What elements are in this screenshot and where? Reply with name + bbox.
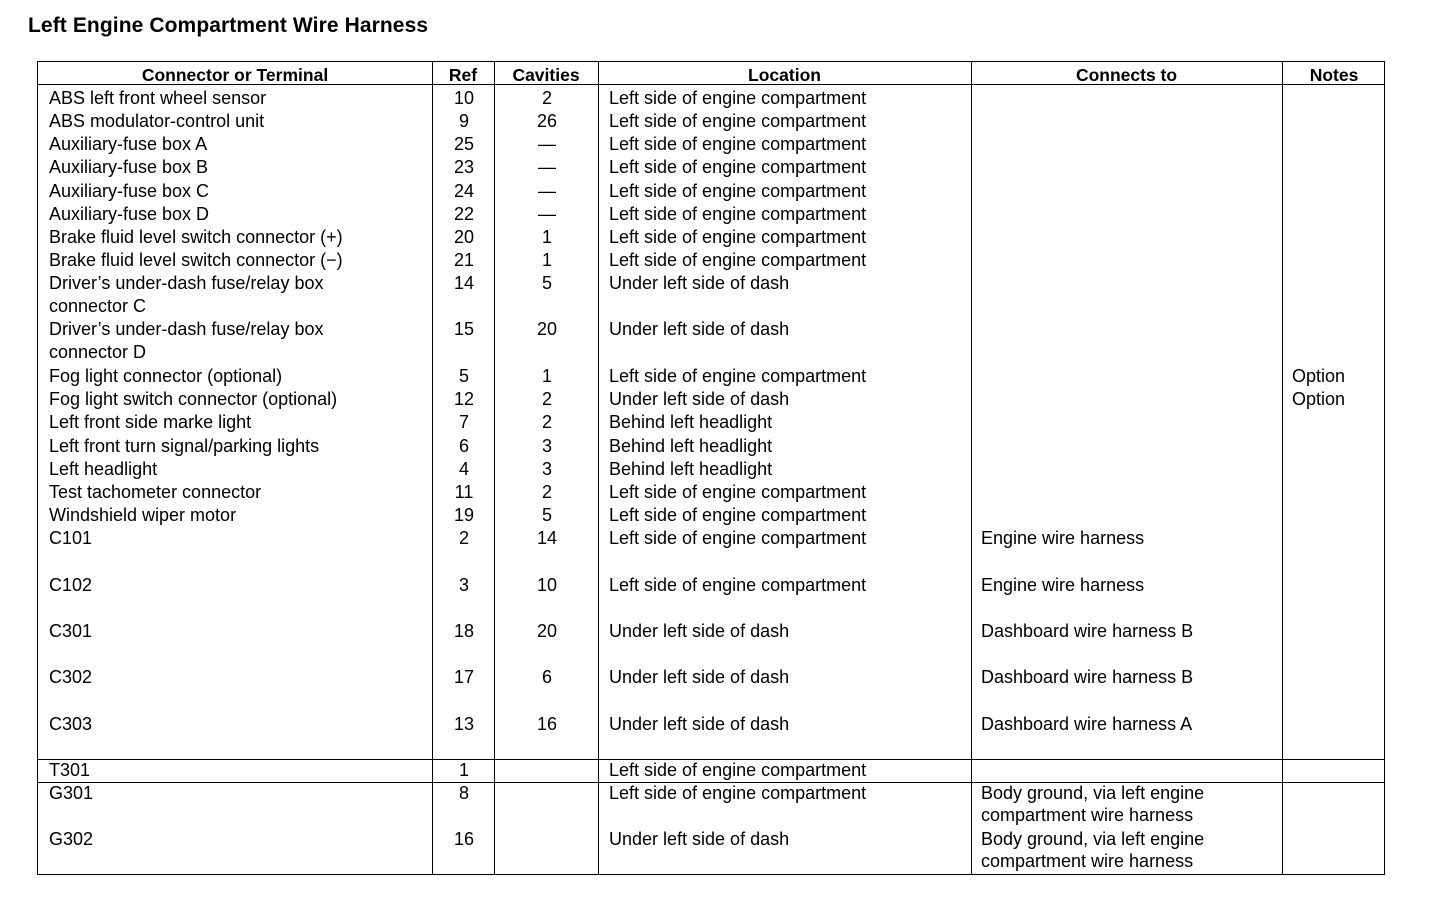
cell-cavities: 1 [541, 227, 552, 247]
col-divider [432, 62, 433, 874]
header-notes: Notes [1309, 65, 1359, 85]
cell-location: Under left side of dash [609, 714, 790, 734]
cell-ref: 19 [453, 505, 475, 525]
cell-connector: Test tachometer connector [49, 482, 262, 502]
cell-connector: Fog light switch connector (optional) [49, 389, 338, 409]
cell-ref: 12 [453, 389, 475, 409]
cell-location: Left side of engine compartment [609, 111, 867, 131]
cell-location: Left side of engine compartment [609, 204, 867, 224]
header-connector: Connector or Terminal [141, 65, 329, 85]
cell-ref: 16 [453, 829, 475, 849]
cell-connector: Fog light connector (optional) [49, 366, 283, 386]
cell-ref: 14 [453, 273, 475, 293]
cell-cavities: 1 [541, 250, 552, 270]
cell-location: Under left side of dash [609, 829, 790, 849]
cell-connector: Auxiliary-fuse box C [49, 181, 210, 201]
cell-connector: C301 [49, 621, 93, 641]
cell-connector: G301 [49, 783, 94, 803]
cell-connector: Brake fluid level switch connector (−) [49, 250, 343, 270]
cell-cavities: 3 [541, 436, 552, 456]
cell-cavities: 26 [536, 111, 558, 131]
cell-location: Left side of engine compartment [609, 181, 867, 201]
cell-ref: 10 [453, 88, 475, 108]
cell-cavities: 20 [536, 621, 558, 641]
cell-ref: 25 [453, 134, 475, 154]
cell-cavities: 2 [541, 482, 552, 502]
cell-cavities: 2 [541, 88, 552, 108]
cell-connects-to: Body ground, via left engine [981, 783, 1205, 803]
cell-connector: Driver’s under-dash fuse/relay box [49, 319, 324, 339]
cell-location: Under left side of dash [609, 389, 790, 409]
cell-connects-to: compartment wire harness [981, 851, 1194, 871]
cell-ref: 3 [458, 575, 469, 595]
cell-location: Left side of engine compartment [609, 88, 867, 108]
cell-connector: ABS modulator-control unit [49, 111, 265, 131]
cell-location: Behind left headlight [609, 459, 773, 479]
col-divider [971, 62, 972, 874]
cell-connector: Brake fluid level switch connector (+) [49, 227, 343, 247]
col-divider [598, 62, 599, 874]
cell-cavities: 20 [536, 319, 558, 339]
wire-harness-table [37, 61, 1385, 875]
cell-cavities: 5 [541, 273, 552, 293]
header-connects-to: Connects to [1075, 65, 1178, 85]
cell-cavities: 3 [541, 459, 552, 479]
cell-connects-to: compartment wire harness [981, 805, 1194, 825]
cell-location: Left side of engine compartment [609, 760, 867, 780]
cell-connector: C302 [49, 667, 93, 687]
cell-location: Left side of engine compartment [609, 575, 867, 595]
cell-cavities: — [538, 157, 556, 177]
cell-ref: 6 [458, 436, 469, 456]
cell-ref: 24 [453, 181, 475, 201]
cell-connector: C101 [49, 528, 93, 548]
cell-connector: G302 [49, 829, 94, 849]
cell-ref: 9 [458, 111, 469, 131]
page-title: Left Engine Compartment Wire Harness [28, 14, 429, 37]
cell-cavities: — [538, 204, 556, 224]
cell-connects-to: Engine wire harness [981, 528, 1145, 548]
cell-connector: Left headlight [49, 459, 158, 479]
cell-cavities: — [538, 134, 556, 154]
cell-connector: connector C [49, 296, 147, 316]
cell-cavities: 10 [536, 575, 558, 595]
cell-connector: Driver’s under-dash fuse/relay box [49, 273, 324, 293]
cell-ref: 7 [458, 412, 469, 432]
cell-ref: 17 [453, 667, 475, 687]
cell-location: Under left side of dash [609, 273, 790, 293]
cell-ref: 13 [453, 714, 475, 734]
cell-location: Left side of engine compartment [609, 505, 867, 525]
cell-location: Under left side of dash [609, 319, 790, 339]
cell-cavities: — [538, 181, 556, 201]
cell-cavities: 16 [536, 714, 558, 734]
cell-ref: 8 [458, 783, 469, 803]
cell-ref: 23 [453, 157, 475, 177]
cell-location: Behind left headlight [609, 412, 773, 432]
cell-location: Under left side of dash [609, 667, 790, 687]
cell-location: Under left side of dash [609, 621, 790, 641]
cell-cavities: 2 [541, 389, 552, 409]
cell-connector: Left front side marke light [49, 412, 252, 432]
cell-ref: 22 [453, 204, 475, 224]
header-cavities: Cavities [512, 65, 580, 85]
cell-location: Left side of engine compartment [609, 157, 867, 177]
cell-ref: 1 [458, 760, 469, 780]
cell-connector: Left front turn signal/parking lights [49, 436, 320, 456]
col-divider [1282, 62, 1283, 874]
cell-cavities: 1 [541, 366, 552, 386]
cell-ref: 11 [454, 482, 474, 502]
cell-cavities: 14 [536, 528, 558, 548]
cell-ref: 20 [453, 227, 475, 247]
cell-location: Left side of engine compartment [609, 227, 867, 247]
cell-location: Behind left headlight [609, 436, 773, 456]
cell-location: Left side of engine compartment [609, 482, 867, 502]
cell-cavities: 5 [541, 505, 552, 525]
cell-connector: C303 [49, 714, 93, 734]
cell-connects-to: Dashboard wire harness B [981, 667, 1194, 687]
cell-connects-to: Engine wire harness [981, 575, 1145, 595]
cell-ref: 2 [458, 528, 469, 548]
cell-location: Left side of engine compartment [609, 366, 867, 386]
cell-ref: 21 [453, 250, 475, 270]
cell-connector: Windshield wiper motor [49, 505, 237, 525]
cell-ref: 18 [453, 621, 475, 641]
cell-location: Left side of engine compartment [609, 250, 867, 270]
cell-connector: Auxiliary-fuse box D [49, 204, 210, 224]
cell-connects-to: Dashboard wire harness B [981, 621, 1194, 641]
header-location: Location [748, 65, 821, 85]
cell-cavities: 6 [541, 667, 552, 687]
cell-connector: Auxiliary-fuse box B [49, 157, 209, 177]
cell-notes: Option [1292, 389, 1346, 409]
cell-connects-to: Dashboard wire harness A [981, 714, 1193, 734]
cell-cavities: 2 [541, 412, 552, 432]
cell-ref: 15 [453, 319, 475, 339]
cell-connects-to: Body ground, via left engine [981, 829, 1205, 849]
cell-connector: T301 [49, 760, 91, 780]
cell-location: Left side of engine compartment [609, 528, 867, 548]
cell-connector: Auxiliary-fuse box A [49, 134, 208, 154]
cell-location: Left side of engine compartment [609, 783, 867, 803]
col-divider [494, 62, 495, 874]
header-ref: Ref [448, 65, 478, 85]
cell-connector: ABS left front wheel sensor [49, 88, 267, 108]
cell-connector: connector D [49, 342, 147, 362]
cell-ref: 5 [458, 366, 469, 386]
cell-ref: 4 [458, 459, 469, 479]
cell-location: Left side of engine compartment [609, 134, 867, 154]
cell-connector: C102 [49, 575, 93, 595]
cell-notes: Option [1292, 366, 1346, 386]
